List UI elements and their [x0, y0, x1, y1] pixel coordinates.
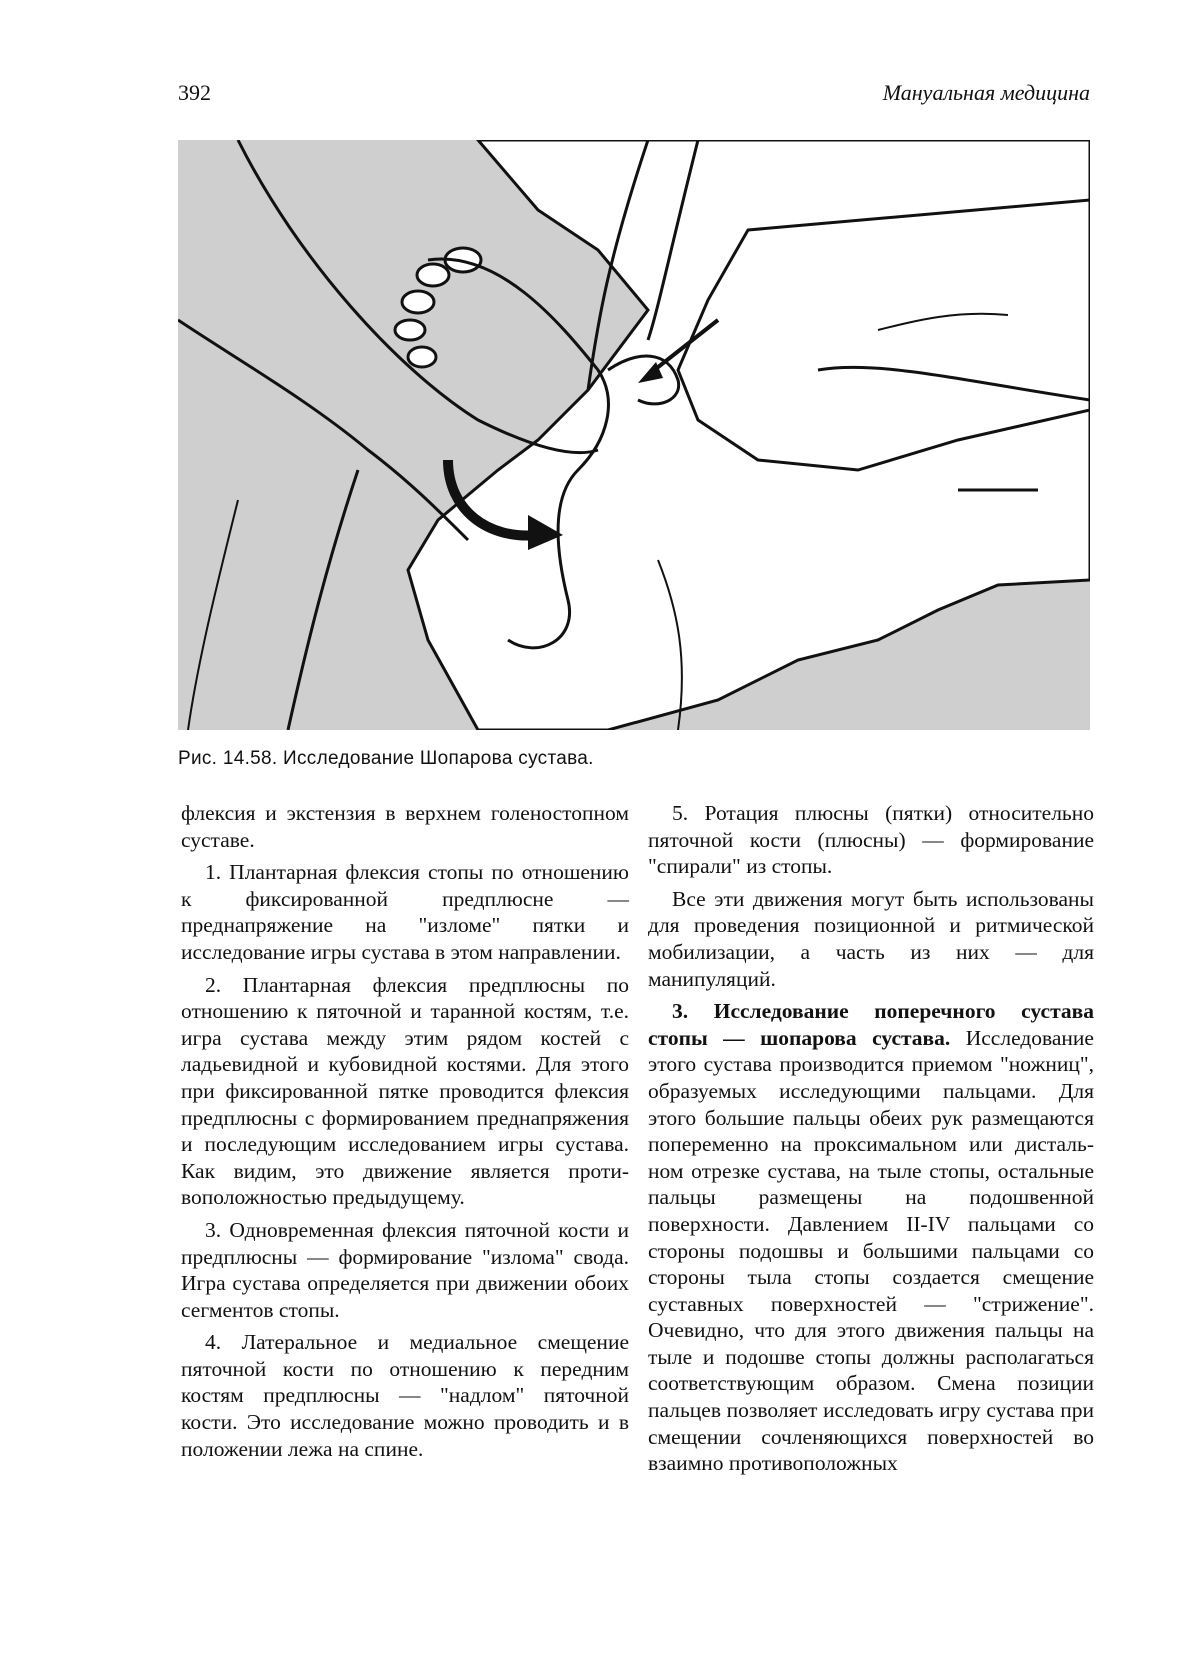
- page-number: 392: [178, 80, 211, 105]
- paragraph: 5. Ротация плюсны (пятки) относительно пяточной кости (плюсны) — формирование "спирали" из стопы.: [648, 801, 1094, 879]
- section-heading: 3. Исследование поперечного сустава стопы — шопарова сустава.: [648, 999, 1094, 1050]
- paragraph: 3. Одновременная флексия пяточной кости и предплюсны — формирование "излома" свода. Игра сустава определяется при движении обоих сегментов стопы.: [181, 1217, 629, 1322]
- right-column: [648, 800, 1094, 1483]
- paragraph: 4. Латеральное и медиальное смещение пяточной кости по отношению к передним костям предплюсны — "надлом" пяточной кости. Это исследование можно проводить и в положении лежа на спине.: [181, 1330, 629, 1461]
- paragraph: Все эти движения могут быть использованы для проведения позиционной и ритмической мобилизации, а часть из них — для манипуляций.: [648, 886, 1094, 991]
- section-text: Исследование этого сустава производится приемом "ножниц", образуемых исследующими пальцами. Для этого большие пальцы обеих рук размещаются попеременно на проксимальном или дистальном отрезке сустава, на тыле стопы, остальные пальцы размещены на подошвенной поверхности. Давлением II-IV пальцами со стороны подошвы и большими пальцами со стороны тыла стопы создается смещение суставных поверхностей — "стрижение". Очевидно, что для этого движения пальцы на тыле и подошве стопы должны располагаться соответствующим образом. Смена позиции пальцев позволяет исследовать игру сустава при смещении сочленяющихся поверхностей во взаимно противоположных: [648, 1025, 1094, 1476]
- foot-exam-drawing: [178, 140, 1090, 730]
- toe: [402, 291, 434, 313]
- toe: [395, 320, 425, 340]
- toe: [417, 264, 449, 286]
- figure-caption: Рис. 14.58. Исследование Шопарова сустава.: [178, 748, 594, 769]
- paragraph: 1. Плантарная флексия стопы по отношению к фиксированной предплюсне — преднапряжение на "изломе" пятки и исследование игры сустава в этом направлении.: [181, 860, 629, 964]
- paragraph: 2. Плантарная флексия предплюсны по отношению к пяточной и таранной костям, т.е. игра сустава между этим рядом костей с ладьевидной и кубовидной костями. Для этого при фиксированной пятке проводится флексия предплюсны с формированием преднапряжения и последующим исследованием игры сустава. Как видим, это движение является противоположностью предыдущему.: [181, 972, 629, 1210]
- running-title: Мануальная медицина: [882, 80, 1090, 105]
- paragraph: флексия и экстензия в верхнем голеностопном суставе.: [181, 801, 629, 852]
- toe: [408, 347, 436, 367]
- figure-illustration: [178, 140, 1090, 730]
- paragraph-section: [648, 998, 1094, 1477]
- left-column: [181, 800, 629, 1468]
